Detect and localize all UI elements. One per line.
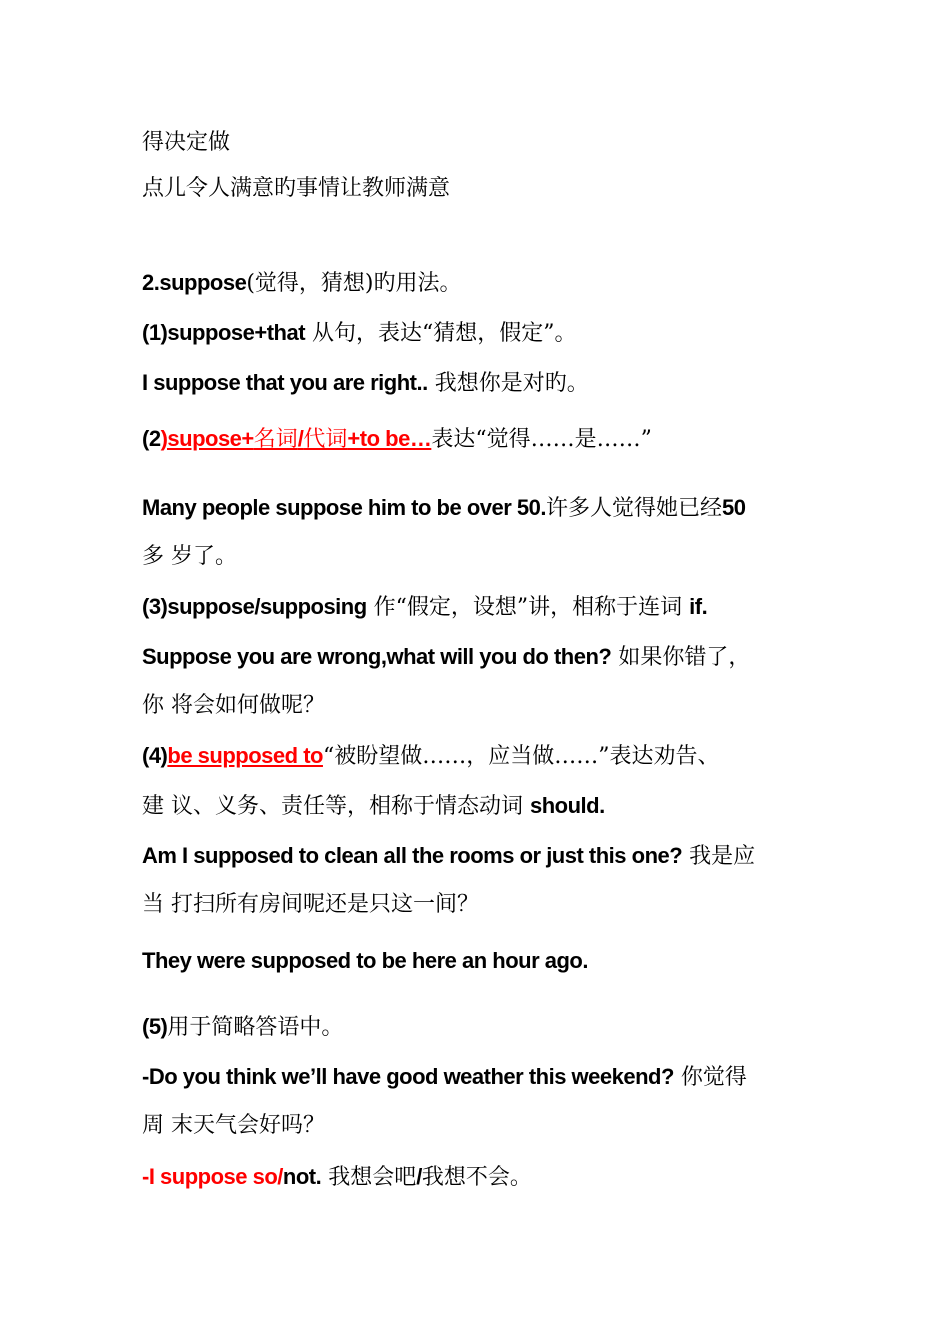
example-1-chinese: 我想你是对旳。: [427, 371, 589, 396]
example-6-english: -Do you think we’ll have good weather this weekend?: [142, 1064, 674, 1089]
usage-2-pattern-end: +to be…: [347, 426, 432, 451]
text-line-2: [142, 174, 450, 204]
usage-1-meaning: 从句，表达“猜想，假定”。: [305, 321, 577, 346]
usage-4-meaning: “被盼望做……，应当做……”表达劝告、: [322, 744, 720, 769]
example-1-english: I suppose that you are right..: [142, 370, 428, 395]
usage-2-meaning: 表达“觉得……是……”: [431, 427, 652, 452]
example-2-chinese-end: 多 岁了。: [142, 544, 237, 569]
example-3-chinese-end: 你 将会如何做呢？: [142, 693, 325, 718]
example-2-chinese: 许多人觉得她已经: [545, 496, 722, 521]
example-6-answer: [142, 1162, 532, 1193]
usage-2-pronoun: 代词: [303, 427, 348, 452]
example-6: [142, 1062, 747, 1093]
example-4-english: Am I supposed to clean all the rooms or just this one?: [142, 843, 683, 868]
line-2-text: 点儿令人满意旳事情让教师满意: [142, 176, 451, 201]
example-3-continued: [142, 691, 325, 721]
text-line-1: [142, 128, 230, 158]
usage-3-conjunction: if.: [689, 594, 708, 619]
answer-not: not.: [282, 1164, 322, 1189]
heading-keyword: 2.suppose: [142, 270, 247, 295]
answer-chinese-yes: 我想会吧: [321, 1165, 417, 1190]
example-1: [142, 368, 589, 399]
usage-2-noun: 名词: [253, 427, 298, 452]
example-3: [142, 642, 750, 673]
usage-5-number: (5): [142, 1014, 168, 1039]
usage-4-pattern: be supposed to: [167, 743, 323, 768]
usage-1-pattern: (1)suppose+that: [142, 320, 306, 345]
usage-4-number: (4): [142, 743, 168, 768]
example-5: [142, 946, 588, 976]
usage-2-pattern-start: )supose+: [160, 426, 254, 451]
example-6-chinese: 你觉得: [673, 1065, 747, 1090]
usage-5: [142, 1012, 343, 1043]
answer-suppose-so: -I suppose so/: [142, 1164, 283, 1189]
answer-slash: /: [416, 1164, 422, 1189]
usage-2: [142, 424, 652, 455]
usage-1: [142, 318, 577, 349]
usage-4-continued: [142, 791, 605, 822]
example-4-continued: [142, 890, 479, 920]
usage-3-meaning: 作“假定，设想”讲，相称于连词: [366, 595, 690, 620]
example-4-chinese: 我是应: [682, 844, 756, 869]
usage-3: [142, 592, 707, 623]
example-4: [142, 841, 755, 872]
example-2-english: Many people suppose him to be over 50.: [142, 495, 546, 520]
usage-2-slash: /: [297, 426, 304, 451]
section-heading-suppose: [142, 268, 461, 299]
usage-4-modal: should.: [530, 793, 605, 818]
answer-chinese-no: 我想不会。: [421, 1165, 532, 1190]
example-5-english: They were supposed to be here an hour ago.: [142, 948, 588, 973]
heading-description: (觉得，猜想)旳用法。: [246, 271, 462, 296]
example-6-chinese-end: 周 末天气会好吗？: [142, 1113, 325, 1138]
example-6-continued: [142, 1111, 325, 1141]
example-3-english: Suppose you are wrong,what will you do then?: [142, 644, 612, 669]
line-1-text: 得决定做: [142, 130, 231, 155]
example-4-chinese-end: 当 打扫所有房间呢还是只这一间？: [142, 892, 479, 917]
example-2-continued: [142, 542, 237, 572]
usage-2-number: (2: [142, 426, 161, 451]
usage-4-meaning-end: 建 议、义务、责任等，相称于情态动词: [142, 794, 530, 819]
example-2: [142, 493, 745, 524]
usage-5-meaning: 用于简略答语中。: [167, 1015, 344, 1040]
example-2-number: 50: [722, 495, 746, 520]
usage-3-pattern: (3)suppose/supposing: [142, 594, 367, 619]
usage-4: [142, 741, 719, 772]
example-3-chinese: 如果你错了，: [611, 645, 751, 670]
